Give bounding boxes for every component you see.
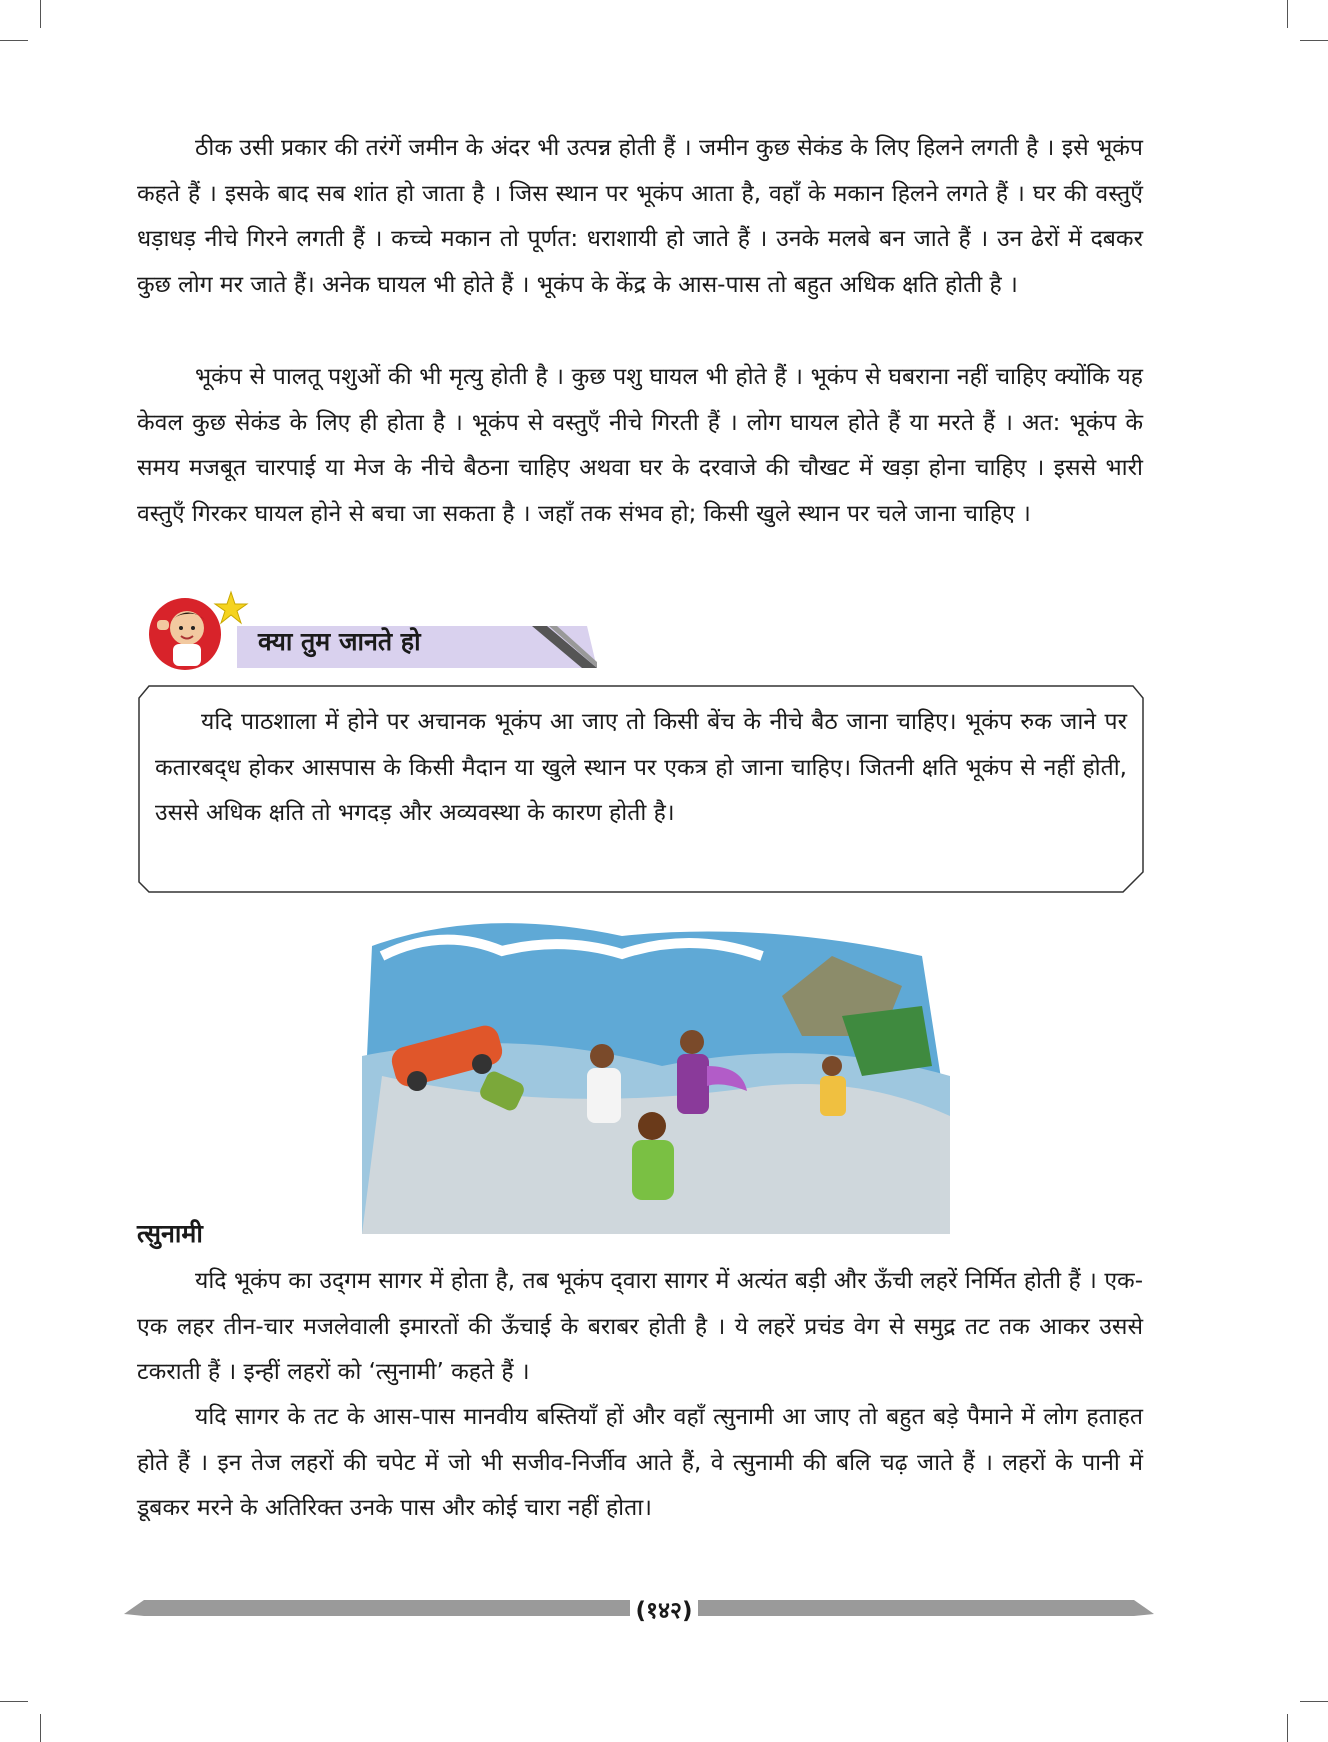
crop-mark: [0, 1701, 28, 1702]
crop-mark: [1287, 0, 1288, 28]
crop-mark: [1300, 40, 1328, 41]
boy-mascot-icon: [149, 598, 221, 670]
section-heading-tsunami: त्सुनामी: [137, 1219, 203, 1248]
page-number: [0, 1593, 1328, 1625]
star-icon: [215, 592, 247, 623]
tsunami-illustration: [362, 916, 950, 1234]
crop-mark: [1300, 1701, 1328, 1702]
crop-mark: [1287, 1714, 1288, 1742]
crop-mark: [0, 40, 28, 41]
paragraph-earthquake-intro: ठीक उसी प्रकार की तरंगें जमीन के अंदर भी उत्पन्न होती हैं । जमीन कुछ सेकंड के लिए हिलने लगती है । इसे भूकंप कहते हैं । इसके बाद सब शांत हो जाता है । जिस स्थान पर भूकंप आता है, वहाँ के मकान हिलने लगते हैं । घर की वस्तुएँ धड़ाधड़ नीचे गिरने लगती हैं । कच्चे मकान तो पूर्णत: धराशायी हो जाते हैं । उनके मलबे बन जाते हैं । उन ढेरों में दबकर कुछ लोग मर जाते हैं। अनेक घायल भी होते हैं । भूकंप के केंद्र के आस-पास तो बहुत अधिक क्षति होती है ।: [137, 135, 1143, 298]
crop-mark: [40, 0, 41, 28]
paragraph-tsunami-effects: यदि सागर के तट के आस-पास मानवीय बस्तियाँ हों और वहाँ त्सुनामी आ जाए तो बहुत बड़े पैमाने में लोग हताहत होते हैं । इन तेज लहरों की चपेट में जो भी सजीव-निर्जीव आते हैं, वे त्सुनामी की बलि चढ़ जाते हैं । लहरों के पानी में डूबकर मरने के अतिरिक्त उनके पास और कोई चारा नहीं होता।: [137, 1404, 1143, 1521]
know-box-text: यदि पाठशाला में होने पर अचानक भूकंप आ जाए तो किसी बेंच के नीचे बैठ जाना चाहिए। भूकंप रुक जाने पर कतारबद्‌ध होकर आसपास के किसी मैदान या खुले स्थान पर एकत्र हो जाना चाहिए। जितनी क्षति भूकंप से नहीं होती, उससे अधिक क्षति तो भगदड़ और अव्यवस्था के कारण होती है।: [155, 709, 1127, 826]
paragraph-tsunami-definition: यदि भूकंप का उद्‌गम सागर में होता है, तब भूकंप द्‌वारा सागर में अत्यंत बड़ी और ऊँची लहरें निर्मित होती हैं । एक-एक लहर तीन-चार मजलेवाली इमारतों की ऊँचाई के बराबर होती है । ये लहरें प्रचंड वेग से समुद्र तट तक आकर उससे टकराती हैं । इन्हीं लहरों को ‘त्सुनामी’ कहते हैं ।: [137, 1268, 1143, 1385]
know-box-title: क्या तुम जानते हो: [258, 627, 421, 656]
page-number-text: (१४२): [630, 1598, 699, 1624]
paragraph-earthquake-safety: भूकंप से पालतू पशुओं की भी मृत्यु होती है । कुछ पशु घायल भी होते हैं । भूकंप से घबराना नहीं चाहिए क्योंकि यह केवल कुछ सेकंड के लिए ही होता है । भूकंप से वस्तुएँ नीचे गिरती हैं । लोग घायल होते हैं या मरते हैं । अत: भूकंप के समय मजबूत चारपाई या मेज के नीचे बैठना चाहिए अथवा घर के दरवाजे की चौखट में खड़ा होना चाहिए । इससे भारी वस्तुएँ गिरकर घायल होने से बचा जा सकता है । जहाँ तक संभव हो; किसी खुले स्थान पर चले जाना चाहिए ।: [137, 364, 1143, 527]
crop-mark: [40, 1714, 41, 1742]
